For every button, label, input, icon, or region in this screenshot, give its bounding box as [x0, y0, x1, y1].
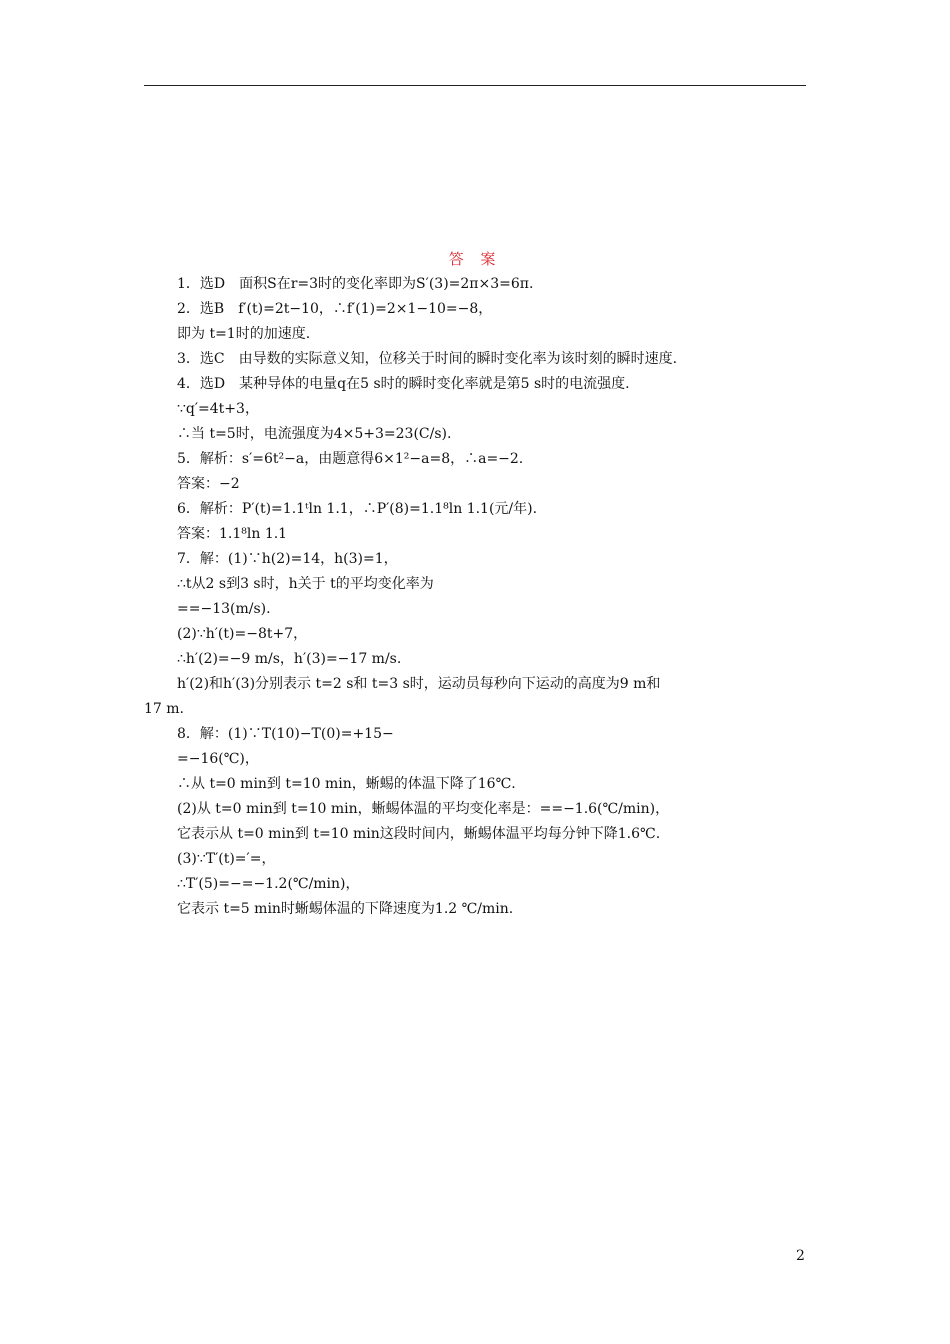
- answer-line: ∴T′(5)=−=−1.2(℃/min)，: [177, 876, 360, 892]
- answer-line: 4．选D 某种导体的电量q在5 s时的瞬时变化率就是第5 s时的电流强度.: [177, 376, 630, 392]
- answer-line: 它表示 t=5 min时蜥蜴体温的下降速度为1.2 ℃/min.: [177, 901, 514, 917]
- answer-line: ∴从 t=0 min到 t=10 min，蜥蜴的体温下降了16℃.: [177, 776, 516, 792]
- answer-line: 8．解：(1)∵T(10)−T(0)=+15−: [177, 726, 394, 742]
- answer-line: (2)从 t=0 min到 t=10 min，蜥蜴体温的平均变化率是：==−1.6(℃/min)，: [177, 801, 670, 817]
- answer-line: 1．选D 面积S在r=3时的变化率即为S′(3)=2π×3=6π.: [177, 276, 534, 292]
- answer-line: ∴t从2 s到3 s时，h关于 t的平均变化率为: [177, 576, 434, 592]
- answer-line: =−16(℃)，: [177, 751, 259, 767]
- answer-line: 17 m.: [144, 701, 184, 717]
- answer-line: ==−13(m/s).: [177, 601, 271, 617]
- answer-line: 7．解：(1)∵h(2)=14，h(3)=1，: [177, 551, 398, 567]
- answer-line: ∴当 t=5时，电流强度为4×5+3=23(C/s).: [177, 426, 452, 442]
- answer-line: 即为 t=1时的加速度.: [177, 326, 311, 342]
- answer-title: 答 案: [448, 250, 502, 268]
- answer-line: 答案：1.1⁸ln 1.1: [177, 526, 288, 542]
- answer-content: [144, 272, 812, 922]
- answer-line: (2)∵h′(t)=−8t+7，: [177, 626, 308, 642]
- answer-line: 6．解析：P′(t)=1.1ᵗln 1.1，∴P′(8)=1.1⁸ln 1.1(元/年).: [177, 501, 538, 517]
- answer-line: 3．选C 由导数的实际意义知，位移关于时间的瞬时变化率为该时刻的瞬时速度.: [177, 351, 678, 367]
- page-number: 2: [796, 1248, 805, 1264]
- answer-line: ∴h′(2)=−9 m/s，h′(3)=−17 m/s.: [177, 651, 402, 667]
- answer-line: 答案：−2: [177, 476, 240, 492]
- answer-line: 它表示从 t=0 min到 t=10 min这段时间内，蜥蜴体温平均每分钟下降1.6℃.: [177, 826, 661, 842]
- answer-line: 5．解析：s′=6t²−a，由题意得6×1²−a=8，∴a=−2.: [177, 451, 524, 467]
- answer-line: h′(2)和h′(3)分别表示 t=2 s和 t=3 s时，运动员每秒向下运动的高度为9 m和: [177, 676, 661, 692]
- answer-line: (3)∵T′(t)=′=，: [177, 851, 276, 867]
- answer-line: 2．选B f′(t)=2t−10，∴f′(1)=2×1−10=−8，: [177, 301, 493, 317]
- header-rule: [144, 85, 806, 86]
- answer-line: ∵q′=4t+3，: [177, 401, 259, 417]
